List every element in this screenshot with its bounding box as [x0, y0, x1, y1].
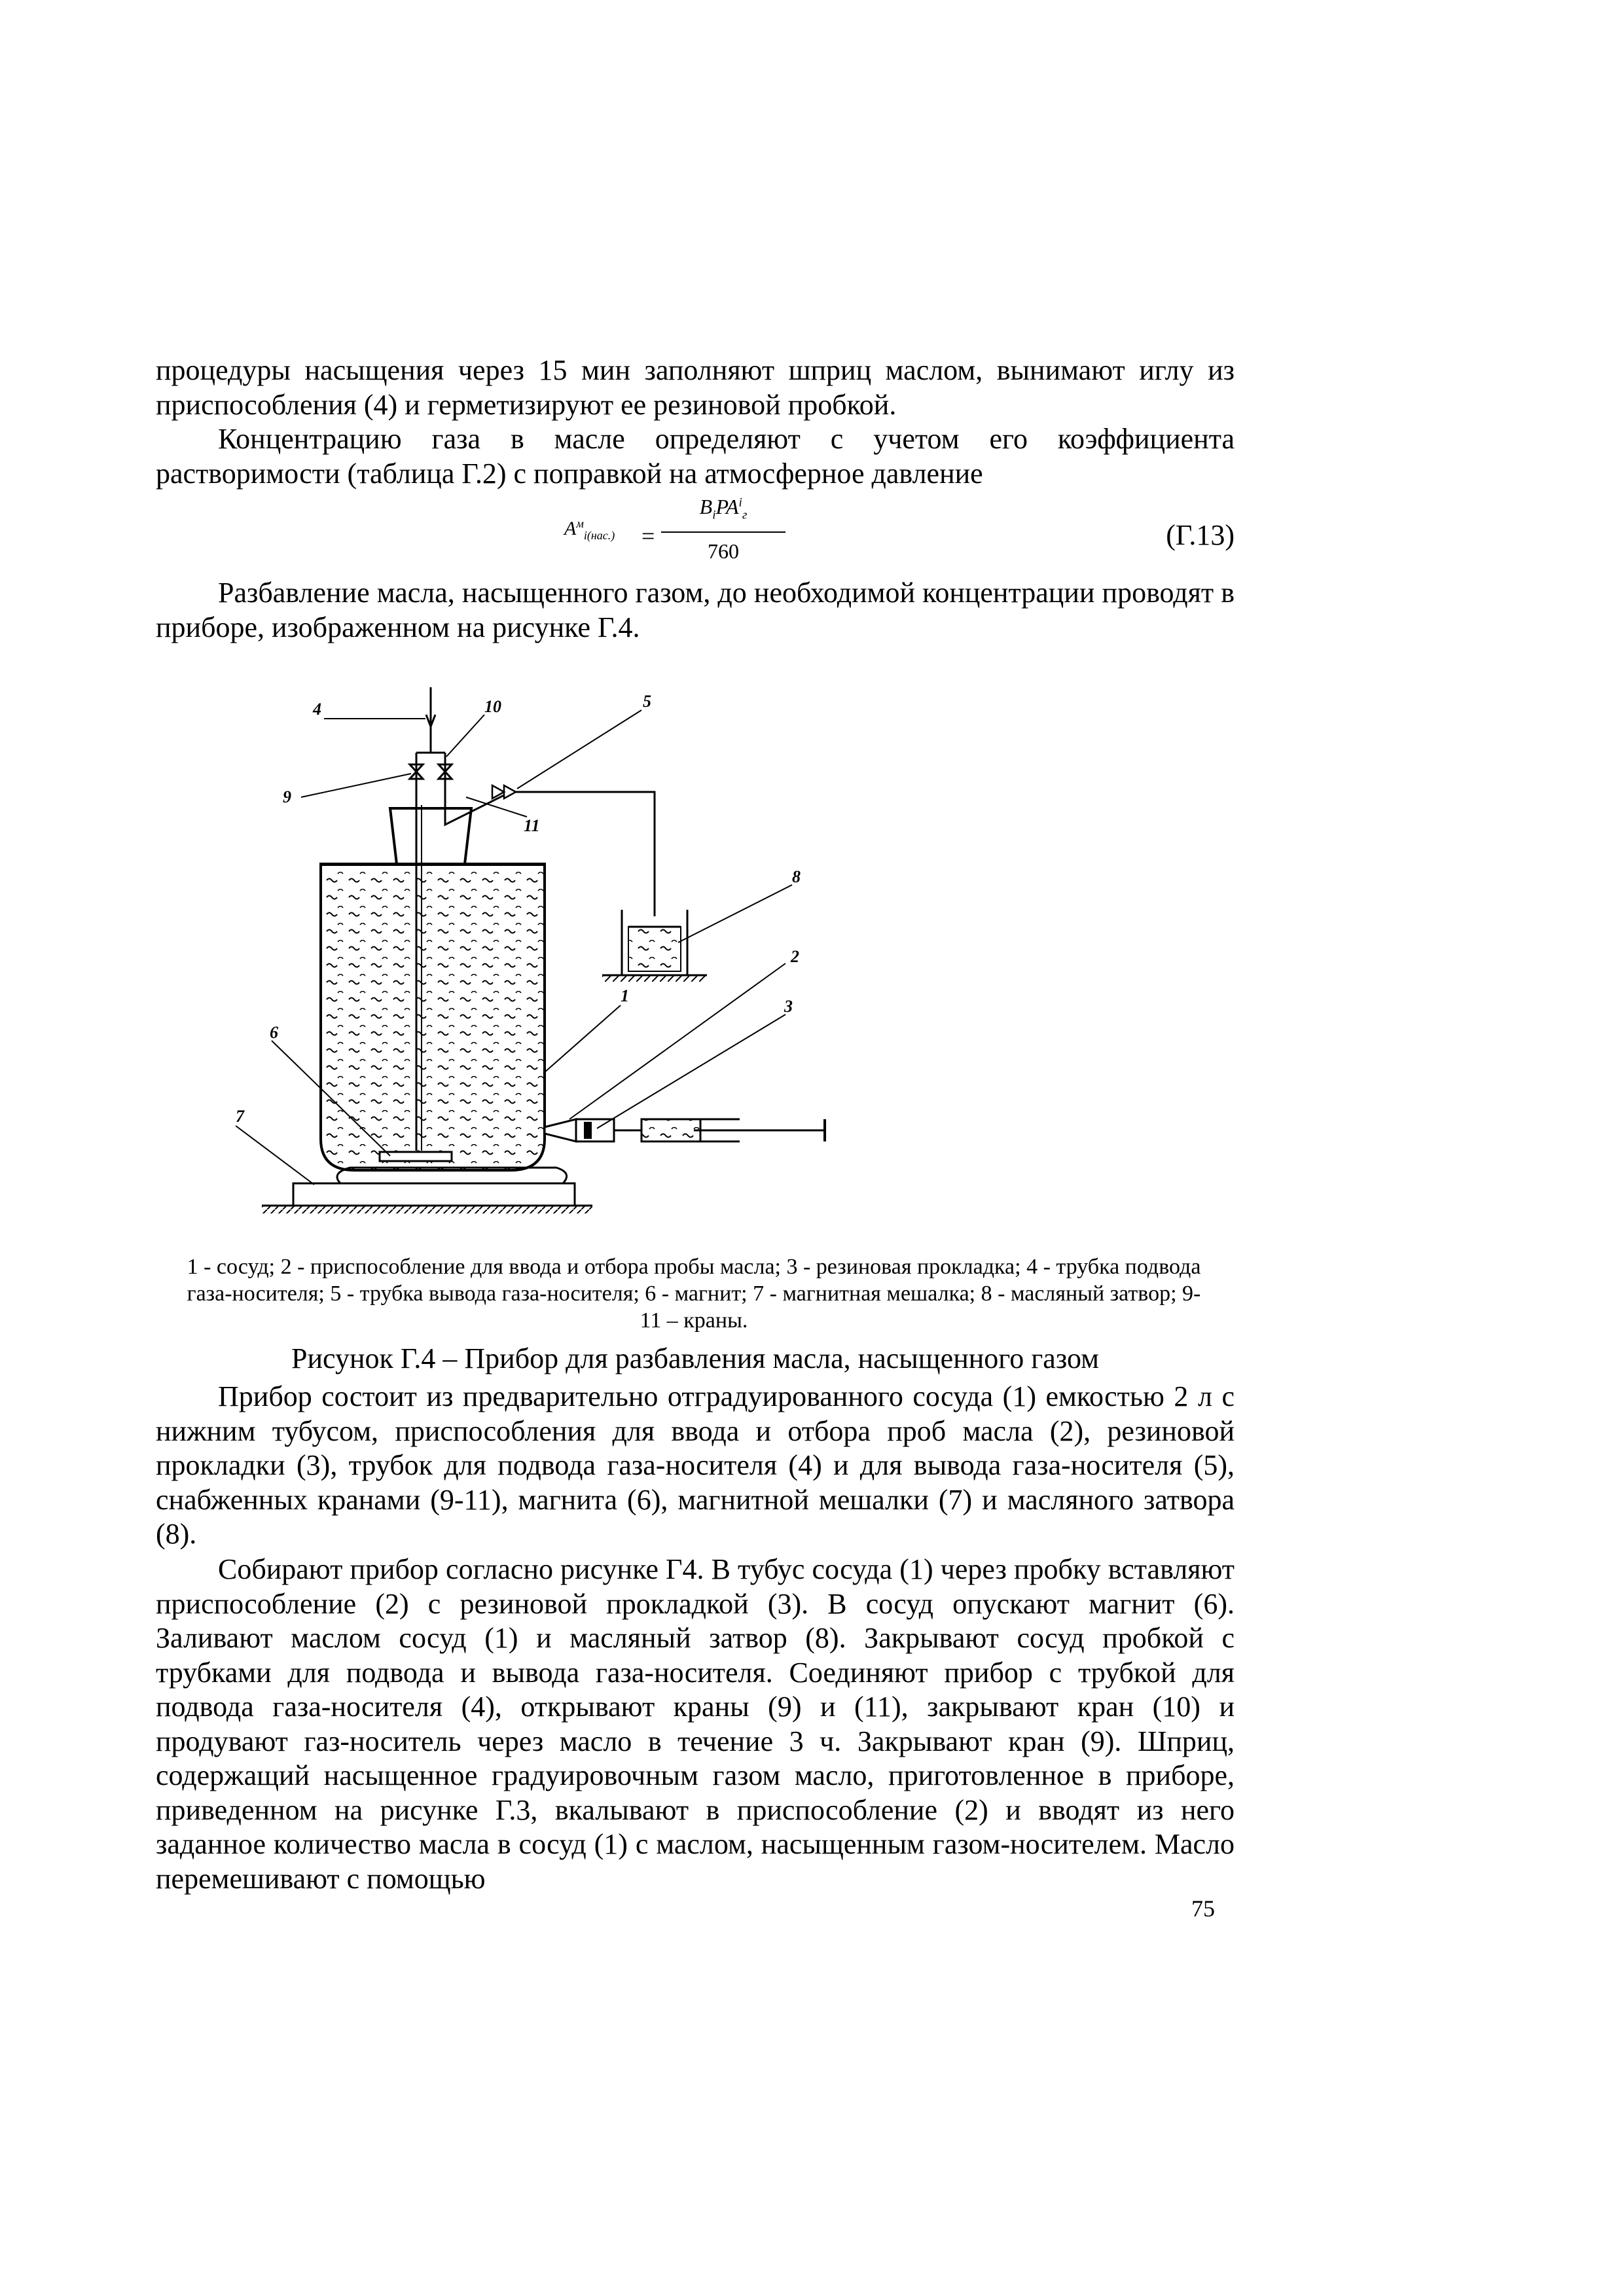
- formula-equals: =: [641, 523, 655, 549]
- magnet: [380, 1152, 452, 1161]
- figure-title: Рисунок Г.4 – Прибор для разбавления масла, насыщенного газом: [291, 1342, 1099, 1374]
- sampling-device: [545, 1119, 825, 1141]
- page-number: 75: [1191, 1895, 1215, 1922]
- paragraph-3: Разбавление масла, насыщенного газом, до необходимой концентрации проводят в приборе, изображенном на рисунке Г.4.: [156, 577, 1235, 643]
- label-9: 9: [283, 787, 291, 806]
- paragraph-4: Прибор состоит из предварительно отградуированного сосуда (1) емкостью 2 л с нижним тубусом, приспособления для ввода и отбора проб масла (2), резиновой прокладки (3), трубок для подвода газа-носителя (4) и для вывода газа-носителя (5), снабженных кранами (9-11), магнита (6), магнитной мешалки (7) и масляного затвора (8).: [156, 1380, 1235, 1550]
- label-10: 10: [484, 697, 501, 716]
- ground-line: [262, 1206, 592, 1213]
- label-2: 2: [791, 947, 799, 966]
- formula-denominator: 760: [708, 539, 739, 563]
- syringe: [641, 1119, 700, 1141]
- figure-caption: 1 - сосуд; 2 - приспособление для ввода и отбора пробы масла; 3 - резиновая прокладка; 4 - трубка подвода газа-носителя; 5 - трубка вывода газа-носителя; 6 - магнит; 7 - магнитная мешалка; 8 - масляный затвор; 9-11 – краны.: [187, 1255, 1201, 1333]
- label-11: 11: [524, 816, 540, 835]
- apparatus-diagram: [236, 668, 903, 1244]
- formula-g13: [156, 495, 1235, 573]
- paragraph-5: Собирают прибор согласно рисунке Г4. В тубус сосуда (1) через пробку вставляют приспособление (2) с резиновой прокладкой (3). В сосуд опускают магнит (6). Заливают маслом сосуд (1) и масляный затвор (8). Закрывают сосуд пробкой с трубками для подвода и вывода газа-носителя. Соединяют прибор с трубкой для подвода газа-носителя (4), открывают краны (9) и (11), закрывают кран (10) и продувают газ-носитель через масло в течение 3 ч. Закрывают кран (9). Шприц, содержащий насыщенное градуировочным газом масло, приготовленное в приборе, приведенном на рисунке Г.3, вкалывают в приспособление (2) и вводят из него заданное количество масла в сосуд (1) с маслом, насыщенным газом-носителем. Масло перемешивают с помощью: [156, 1553, 1235, 1895]
- oil-seal: [602, 910, 707, 982]
- formula-numerator: $B_iPA^i_г$: [699, 495, 748, 522]
- valve-11: [492, 785, 516, 798]
- fraction-bar: [661, 531, 785, 533]
- label-4: 4: [313, 700, 321, 719]
- label-5: 5: [643, 692, 651, 711]
- label-3: 3: [784, 997, 793, 1016]
- formula-number: (Г.13): [1166, 519, 1235, 551]
- paragraph-2: Концентрацию газа в масле определяют с учетом его коэффициента растворимости (таблица Г.2) с поправкой на атмосферное давление: [156, 423, 1235, 490]
- label-7: 7: [236, 1107, 244, 1126]
- label-8: 8: [792, 867, 801, 886]
- formula-lhs: $A^м_{i(нас.)}$: [564, 517, 615, 542]
- label-6: 6: [270, 1023, 278, 1042]
- paragraph-1: процедуры насыщения через 15 мин заполняют шприц маслом, вынимают иглу из приспособления (4) и герметизируют ее резиновой пробкой.: [156, 354, 1235, 421]
- label-1: 1: [621, 986, 629, 1005]
- magnetic-stirrer: [293, 1183, 575, 1206]
- vessel: [321, 864, 545, 1170]
